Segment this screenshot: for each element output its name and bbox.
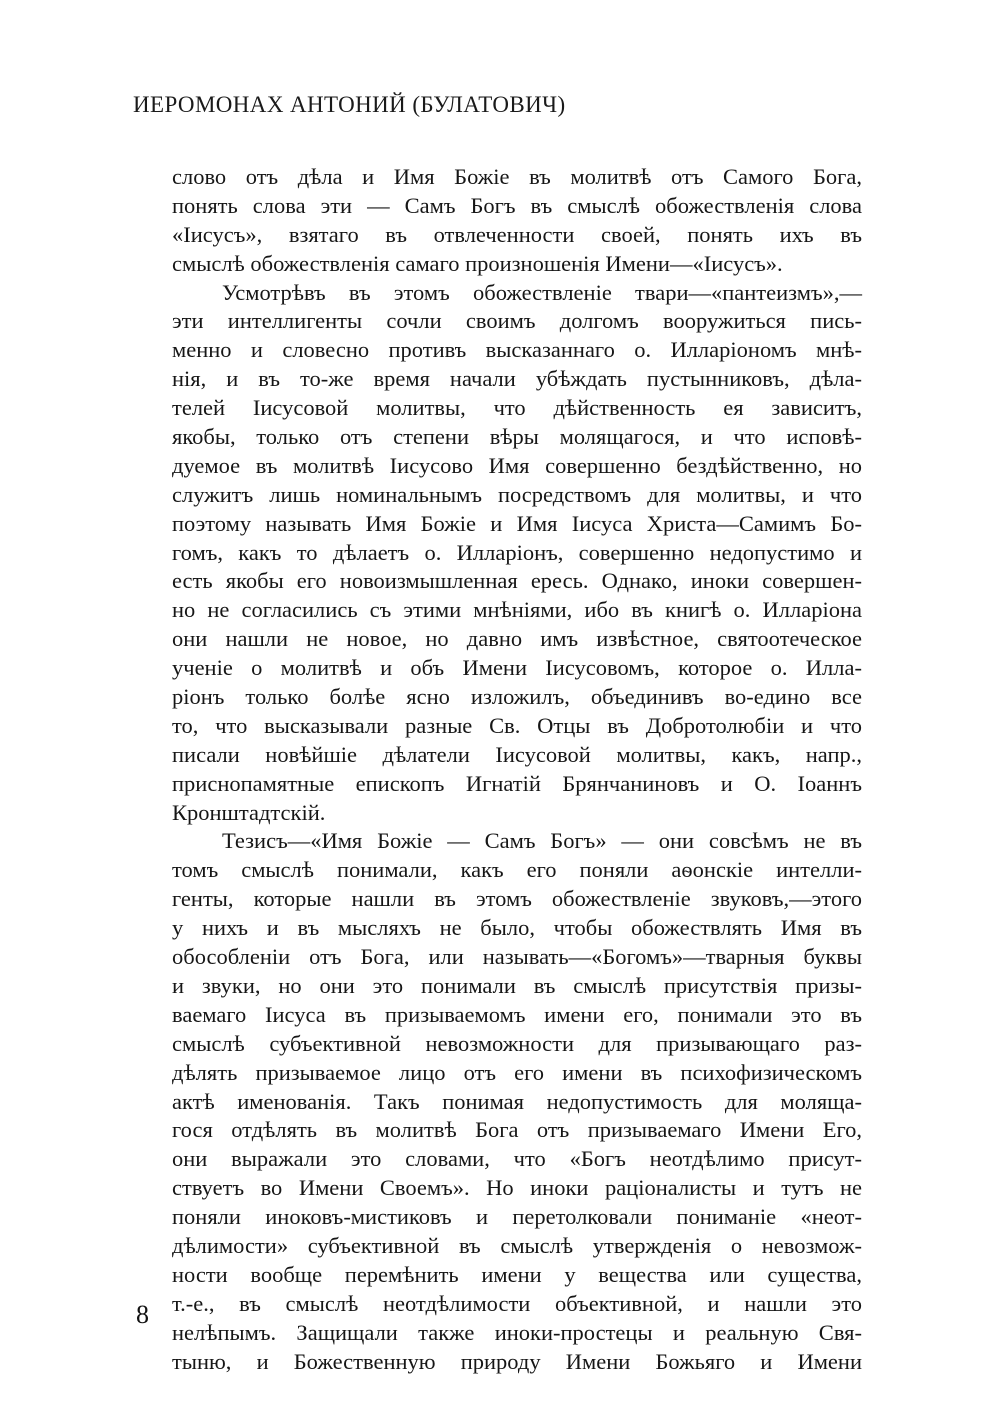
text-line: Кронштадтскій. bbox=[172, 799, 326, 825]
text-line: тыню, и Божественную природу Имени Божьяго и Имени bbox=[172, 1348, 862, 1374]
text-line: служитъ лишь номинальнымъ посредствомъ для молитвы, и что bbox=[172, 481, 862, 507]
text-line: «Іисусъ», взятаго въ отвлеченности своей, понять ихъ въ bbox=[172, 221, 862, 247]
text-line: дуемое въ молитвѣ Іисусово Имя совершенно бездѣйственно, но bbox=[172, 452, 862, 478]
text-line: гомъ, какъ то дѣлаетъ о. Илларіонъ, совершенно недопустимо и bbox=[172, 539, 862, 565]
text-line: слово отъ дѣла и Имя Божіе въ молитвѣ отъ Самого Бога, bbox=[172, 164, 862, 189]
text-line: якобы, только отъ степени вѣры молящагося, и что исповѣ- bbox=[172, 424, 862, 450]
text-line: обособленіи отъ Бога, или называть—«Богомъ»—тварныя буквы bbox=[172, 944, 862, 970]
body-text bbox=[172, 163, 862, 1376]
page-number: 8 bbox=[136, 1300, 149, 1329]
text-line: есть якобы его новоизмышленная ересь. Однако, иноки совершен- bbox=[172, 568, 862, 594]
text-line: дѣлимости» субъективной въ смыслѣ утвержденія о невозмож- bbox=[172, 1232, 862, 1258]
paragraph-first-line: Усмотрѣвъ въ этомъ обожествленіе твари—«пантеизмъ»,— bbox=[222, 279, 862, 305]
text-line: они нашли не новое, но давно имъ извѣстное, святоотеческое bbox=[172, 626, 862, 652]
text-line: гося отдѣлять въ молитвѣ Бога отъ призываемаго Имени Его, bbox=[172, 1117, 862, 1143]
running-head: ИЕРОМОНАХ АНТОНИЙ (БУЛАТОВИЧ) bbox=[133, 92, 566, 117]
text-line: и звуки, но они это понимали въ смыслѣ присутствія призы- bbox=[172, 972, 862, 998]
text-line: они выражали это словами, что «Богъ неотдѣлимо присут- bbox=[172, 1146, 862, 1172]
text-line: ваемаго Іисуса въ призываемомъ имени его, понимали это въ bbox=[172, 1001, 862, 1027]
text-line: понять слова эти — Самъ Богъ въ смыслѣ обожествленія слова bbox=[172, 192, 862, 218]
text-line: менно и словесно противъ высказаннаго о. Илларіономъ мнѣ- bbox=[172, 337, 862, 363]
text-line: ріонъ только болѣе ясно изложилъ, объединивъ во-едино все bbox=[172, 684, 862, 710]
text-line: т.-е., въ смыслѣ неотдѣлимости объективной, и нашли это bbox=[172, 1290, 862, 1316]
text-line: телей Іисусовой молитвы, что дѣйственность ея зависитъ, bbox=[172, 395, 862, 421]
text-line: но не согласились съ этими мнѣніями, ибо въ книгѣ о. Илларіона bbox=[172, 597, 862, 623]
text-line: эти интеллигенты сочли своимъ долгомъ вооружиться пись- bbox=[172, 308, 862, 334]
text-line: то, что высказывали разные Св. Отцы въ Добротолюбіи и что bbox=[172, 712, 862, 738]
text-line: смыслѣ обожествленія самаго произношенія Имени—«Іисусъ». bbox=[172, 250, 783, 276]
text-line: поняли иноковъ-мистиковъ и перетолковали пониманіе «неот- bbox=[172, 1204, 862, 1230]
text-line: у нихъ и въ мысляхъ не было, чтобы обожествлять Имя въ bbox=[172, 915, 862, 941]
text-line: томъ смыслѣ понимали, какъ его поняли аѳонскіе интелли- bbox=[172, 857, 862, 883]
text-line: генты, которые нашли въ этомъ обожествленіе звуковъ,—этого bbox=[172, 886, 862, 912]
text-line: нелѣпымъ. Защищали также иноки-простецы и реальную Свя- bbox=[172, 1319, 862, 1345]
paragraph-first-line: Тезисъ—«Имя Божіе — Самъ Богъ» — они совсѣмъ не въ bbox=[222, 828, 862, 854]
text-line: писали новѣйшіе дѣлатели Іисусовой молитвы, какъ, напр., bbox=[172, 741, 862, 767]
text-line: ности вообще перемѣнить имени у вещества или существа, bbox=[172, 1261, 862, 1287]
text-line: поэтому называть Имя Божіе и Имя Іисуса Христа—Самимъ Бо- bbox=[172, 510, 862, 536]
text-line: дѣлять призываемое лицо отъ его имени въ психофизическомъ bbox=[172, 1059, 862, 1085]
text-line: ствуетъ во Имени Своемъ». Но иноки раціоналисты и тутъ не bbox=[172, 1175, 862, 1201]
text-line: нія, и въ то-же время начали убѣждать пустынниковъ, дѣла- bbox=[172, 366, 862, 392]
text-line: смыслѣ субъективной невозможности для призывающаго раз- bbox=[172, 1030, 862, 1056]
text-line: актѣ именованія. Такъ понимая недопустимость для моляща- bbox=[172, 1088, 862, 1114]
text-line: ученіе о молитвѣ и объ Имени Іисусовомъ, которое о. Илла- bbox=[172, 655, 862, 681]
text-line: приснопамятные епископъ Игнатій Брянчаниновъ и О. Іоаннъ bbox=[172, 770, 862, 796]
